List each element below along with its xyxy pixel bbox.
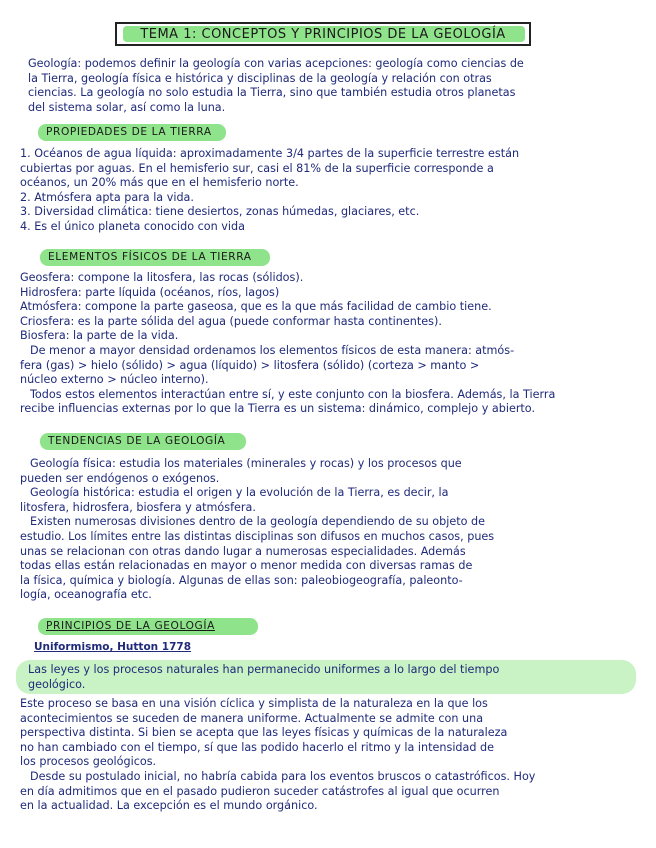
text-line: núcleo externo > núcleo interno).	[20, 373, 209, 387]
text-line: Las leyes y los procesos naturales han permanecido uniformes a lo largo del tiempo	[28, 663, 500, 676]
text-line: los procesos geológicos.	[20, 755, 157, 769]
section-heading-trends	[40, 433, 246, 450]
text-line: litosfera, hidrosfera, biosfera y atmósfera.	[20, 500, 256, 514]
section-properties-body	[20, 147, 636, 235]
section-trends-body	[20, 457, 636, 603]
subheading-uniformism: Uniformismo, Hutton 1778	[34, 641, 192, 653]
text-line: no han cambiado con el tiempo, sí que las podido hacerlo el ritmo y la intensidad de	[20, 740, 495, 754]
text-line: Desde su postulado inicial, no habría cabida para los eventos bruscos o catastróficos. Hoy	[30, 769, 536, 783]
text-line: la física, química y biología. Algunas de ellas son: paleobiogeografía, paleonto-	[20, 573, 463, 587]
text-line: 3. Diversidad climática: tiene desiertos, zonas húmedas, glaciares, etc.	[20, 205, 420, 219]
title-box	[115, 22, 531, 46]
section-heading-physical-elements	[40, 249, 270, 266]
heading-text: PROPIEDADES DE LA TIERRA	[46, 126, 212, 138]
text-line: Atmósfera: compone la parte gaseosa, que es la que más facilidad de cambio tiene.	[20, 300, 492, 314]
text-line: Geología: podemos definir la geología con varias acepciones: geología como ciencias de	[28, 57, 524, 70]
text-line: cubiertas por aguas. En el hemisferio sur, casi el 81% de la superficie corresponde a	[20, 161, 494, 175]
text-line: Criosfera: es la parte sólida del agua (puede conformar hasta continentes).	[20, 314, 442, 328]
text-line: recibe influencias externas por lo que la Tierra es un sistema: dinámico, complejo y abierto.	[20, 402, 536, 416]
heading-text: ELEMENTOS FÍSICOS DE LA TIERRA	[48, 251, 252, 263]
text-line: fera (gas) > hielo (sólido) > agua (líquido) > litosfera (sólido) (corteza > manto >	[20, 358, 480, 372]
text-line: geológico.	[28, 677, 86, 691]
text-line: perspectiva distinta. Si bien se acepta que las leyes físicas y químicas de la naturaleza	[20, 726, 508, 740]
text-line: en la actualidad. La excepción es el mundo orgánico.	[20, 799, 318, 813]
text-line: Geología histórica: estudia el origen y la evolución de la Tierra, es decir, la	[30, 486, 449, 500]
text-line: logía, oceanografía etc.	[20, 588, 152, 602]
text-line: unas se relacionan con otras dando lugar a numerosas especialidades. Además	[20, 544, 466, 558]
text-line: 1. Océanos de agua líquida: aproximadamente 3/4 partes de la superficie terrestre están	[20, 147, 520, 160]
text-line: Geosfera: compone la litosfera, las rocas (sólidos).	[20, 271, 304, 284]
text-line: en día admitimos que en el pasado pudieron suceder catástrofes al igual que ocurren	[20, 784, 500, 798]
text-line: Hidrosfera: parte líquida (océanos, ríos, lagos)	[20, 285, 280, 299]
text-line: la Tierra, geología física e histórica y disciplinas de la geología y relación con otras	[28, 71, 492, 85]
text-line: Todos estos elementos interactúan entre sí, y este conjunto con la biosfera. Además, la Tierra	[30, 387, 556, 401]
text-line: 4. Es el único planeta conocido con vida	[20, 219, 245, 233]
text-line: Biosfera: la parte de la vida.	[20, 329, 179, 343]
text-line: 2. Atmósfera apta para la vida.	[20, 190, 194, 204]
text-line: pueden ser endógenos o exógenos.	[20, 471, 220, 485]
heading-text: PRINCIPIOS DE LA GEOLOGÍA	[46, 620, 215, 632]
highlighted-principle	[28, 663, 628, 692]
text-line: Geología física: estudia los materiales (minerales y rocas) y los procesos que	[30, 457, 462, 470]
text-line: todas ellas están relacionadas en mayor o menor medida con diversas ramas de	[20, 559, 473, 573]
text-line: Existen numerosas divisiones dentro de la geología dependiendo de su objeto de	[30, 515, 485, 529]
intro-paragraph	[28, 57, 638, 115]
text-line: acontecimientos se suceden de manera uniforme. Actualmente se admite con una	[20, 711, 484, 725]
text-line: ciencias. La geología no solo estudia la Tierra, sino que también estudia otros planetas	[28, 86, 516, 100]
text-line: del sistema solar, así como la luna.	[28, 100, 226, 114]
text-line: estudio. Los límites entre las distintas disciplinas son difusos en muchos casos, pues	[20, 529, 495, 543]
section-heading-properties	[38, 124, 226, 141]
section-physical-elements-body	[20, 271, 636, 417]
heading-text: TENDENCIAS DE LA GEOLOGÍA	[48, 435, 226, 447]
page-title: TEMA 1: CONCEPTOS Y PRINCIPIOS DE LA GEOLOGÍA	[140, 27, 506, 42]
text-line: De menor a mayor densidad ordenamos los elementos físicos de esta manera: atmós-	[30, 343, 515, 357]
section-principles-body	[20, 697, 636, 814]
text-line: océanos, un 20% más que en el hemisferio norte.	[20, 176, 299, 190]
section-heading-principles	[38, 618, 258, 635]
text-line: Este proceso se basa en una visión cíclica y simplista de la naturaleza en la que los	[20, 697, 488, 710]
